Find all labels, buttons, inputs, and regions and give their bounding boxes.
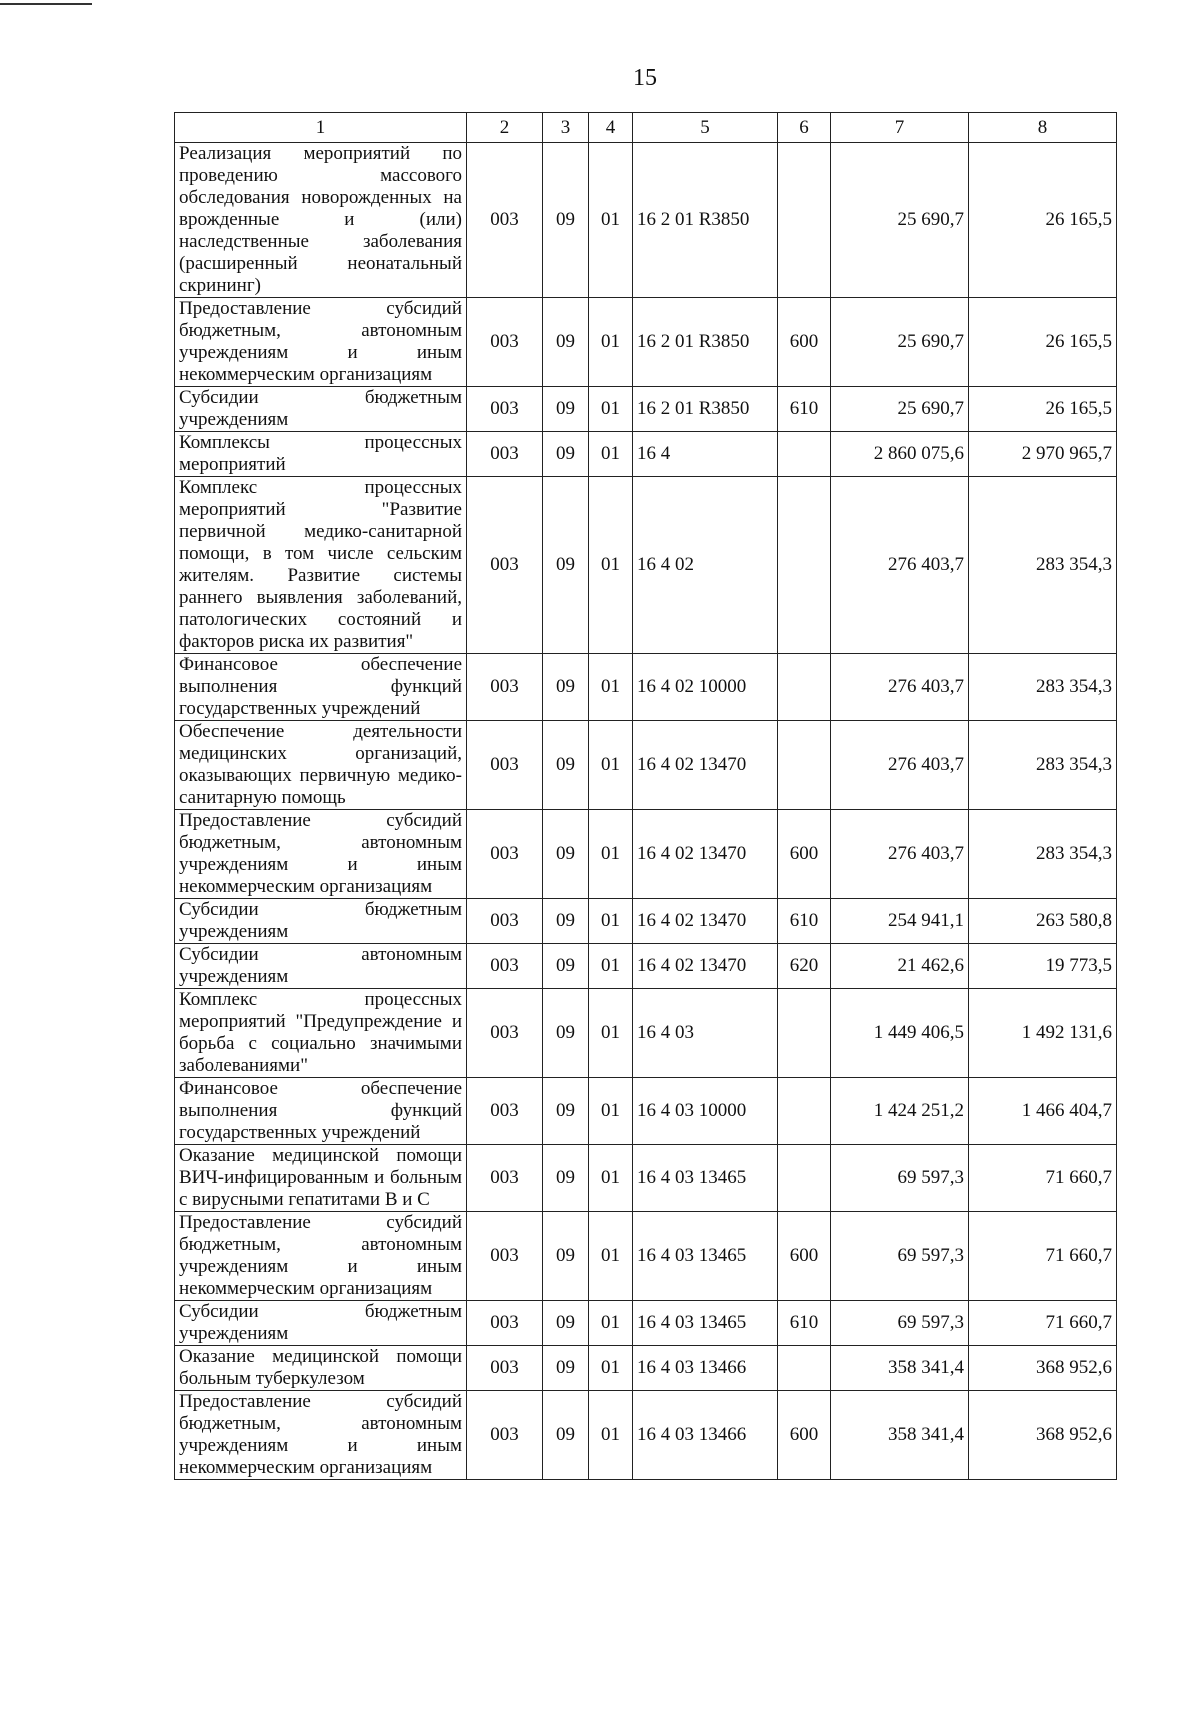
table-row [175,477,1117,654]
amount-year1-cell: 2 860 075,6 [831,432,969,477]
item-name-cell: Комплекс процессных мероприятий "Развитие первичной медико-санитарной помощи, в том числе сельским жителям. Развитие системы раннего выявления заболеваний, патологических состояний и факторов риска их развития" [175,477,467,654]
amount-year2-cell: 283 354,3 [969,810,1117,899]
target-article-cell: 16 2 01 R3850 [633,143,778,298]
column-header: 2 [467,113,543,143]
expense-type-cell [778,1346,831,1391]
expense-type-cell: 610 [778,1301,831,1346]
department-code-cell: 003 [467,989,543,1078]
expense-type-cell [778,989,831,1078]
amount-year1-cell: 69 597,3 [831,1145,969,1212]
amount-year2-cell: 71 660,7 [969,1301,1117,1346]
item-name-cell: Финансовое обеспечение выполнения функций государственных учреждений [175,1078,467,1145]
amount-year2-cell: 1 492 131,6 [969,989,1117,1078]
target-article-cell: 16 4 03 13465 [633,1145,778,1212]
section-code-cell: 09 [543,432,589,477]
table-row [175,899,1117,944]
target-article-cell: 16 4 02 10000 [633,654,778,721]
amount-year2-cell: 283 354,3 [969,721,1117,810]
item-name-cell: Предоставление субсидий бюджетным, автономным учреждениям и иным некоммерческим организациям [175,810,467,899]
section-code-cell: 09 [543,477,589,654]
department-code-cell: 003 [467,432,543,477]
amount-year2-cell: 26 165,5 [969,387,1117,432]
target-article-cell: 16 4 03 10000 [633,1078,778,1145]
item-name-cell: Оказание медицинской помощи больным туберкулезом [175,1346,467,1391]
amount-year2-cell: 19 773,5 [969,944,1117,989]
page-number: 15 [633,65,657,91]
scan-corner-line [0,3,92,5]
department-code-cell: 003 [467,477,543,654]
section-code-cell: 09 [543,1078,589,1145]
amount-year2-cell: 263 580,8 [969,899,1117,944]
subsection-code-cell: 01 [589,899,633,944]
table-row [175,654,1117,721]
table-row [175,810,1117,899]
table-row [175,387,1117,432]
expense-type-cell: 610 [778,899,831,944]
target-article-cell: 16 4 02 13470 [633,810,778,899]
expense-type-cell [778,432,831,477]
item-name-cell: Комплексы процессных мероприятий [175,432,467,477]
amount-year1-cell: 25 690,7 [831,387,969,432]
expense-type-cell: 600 [778,298,831,387]
expense-type-cell [778,654,831,721]
amount-year1-cell: 358 341,4 [831,1346,969,1391]
item-name-cell: Предоставление субсидий бюджетным, автономным учреждениям и иным некоммерческим организациям [175,298,467,387]
header-row [175,113,1117,143]
department-code-cell: 003 [467,944,543,989]
section-code-cell: 09 [543,1391,589,1480]
item-name-cell: Оказание медицинской помощи ВИЧ-инфицированным и больным с вирусными гепатитами В и С [175,1145,467,1212]
column-header: 6 [778,113,831,143]
amount-year2-cell: 2 970 965,7 [969,432,1117,477]
table-row [175,721,1117,810]
expense-type-cell: 610 [778,387,831,432]
table-row [175,1391,1117,1480]
subsection-code-cell: 01 [589,654,633,721]
item-name-cell: Предоставление субсидий бюджетным, автономным учреждениям и иным некоммерческим организациям [175,1212,467,1301]
target-article-cell: 16 2 01 R3850 [633,387,778,432]
amount-year1-cell: 21 462,6 [831,944,969,989]
department-code-cell: 003 [467,721,543,810]
department-code-cell: 003 [467,1078,543,1145]
table-row [175,944,1117,989]
section-code-cell: 09 [543,944,589,989]
target-article-cell: 16 4 03 [633,989,778,1078]
target-article-cell: 16 4 02 13470 [633,899,778,944]
item-name-cell: Финансовое обеспечение выполнения функций государственных учреждений [175,654,467,721]
expense-type-cell: 600 [778,1391,831,1480]
target-article-cell: 16 4 [633,432,778,477]
target-article-cell: 16 4 02 13470 [633,721,778,810]
subsection-code-cell: 01 [589,1346,633,1391]
column-header: 5 [633,113,778,143]
amount-year1-cell: 1 424 251,2 [831,1078,969,1145]
expense-type-cell: 600 [778,1212,831,1301]
target-article-cell: 16 4 03 13465 [633,1301,778,1346]
subsection-code-cell: 01 [589,1301,633,1346]
expense-type-cell [778,721,831,810]
amount-year1-cell: 276 403,7 [831,810,969,899]
section-code-cell: 09 [543,1301,589,1346]
amount-year1-cell: 25 690,7 [831,298,969,387]
item-name-cell: Обеспечение деятельности медицинских организаций, оказывающих первичную медико-санитарную помощь [175,721,467,810]
expense-type-cell [778,1078,831,1145]
amount-year1-cell: 1 449 406,5 [831,989,969,1078]
amount-year1-cell: 276 403,7 [831,654,969,721]
department-code-cell: 003 [467,1145,543,1212]
section-code-cell: 09 [543,1212,589,1301]
table-row [175,298,1117,387]
amount-year1-cell: 358 341,4 [831,1391,969,1480]
table-body [175,143,1117,1480]
subsection-code-cell: 01 [589,810,633,899]
target-article-cell: 16 4 02 [633,477,778,654]
subsection-code-cell: 01 [589,1145,633,1212]
amount-year1-cell: 276 403,7 [831,721,969,810]
section-code-cell: 09 [543,654,589,721]
section-code-cell: 09 [543,387,589,432]
expense-type-cell: 620 [778,944,831,989]
amount-year2-cell: 283 354,3 [969,477,1117,654]
section-code-cell: 09 [543,721,589,810]
table-row [175,989,1117,1078]
table-row [175,1301,1117,1346]
table-row [175,143,1117,298]
column-header: 7 [831,113,969,143]
amount-year2-cell: 283 354,3 [969,654,1117,721]
department-code-cell: 003 [467,654,543,721]
item-name-cell: Комплекс процессных мероприятий "Предупреждение и борьба с социально значимыми заболеваниями" [175,989,467,1078]
expense-type-cell [778,477,831,654]
amount-year2-cell: 1 466 404,7 [969,1078,1117,1145]
item-name-cell: Субсидии автономным учреждениям [175,944,467,989]
subsection-code-cell: 01 [589,1078,633,1145]
item-name-cell: Реализация мероприятий по проведению массового обследования новорожденных на врожденные и (или) наследственные заболевания (расширенный неонатальный скрининг) [175,143,467,298]
amount-year1-cell: 25 690,7 [831,143,969,298]
target-article-cell: 16 4 03 13466 [633,1391,778,1480]
department-code-cell: 003 [467,899,543,944]
column-header: 3 [543,113,589,143]
item-name-cell: Предоставление субсидий бюджетным, автономным учреждениям и иным некоммерческим организациям [175,1391,467,1480]
subsection-code-cell: 01 [589,143,633,298]
table-row [175,1212,1117,1301]
subsection-code-cell: 01 [589,1212,633,1301]
table-row [175,1346,1117,1391]
section-code-cell: 09 [543,899,589,944]
subsection-code-cell: 01 [589,298,633,387]
subsection-code-cell: 01 [589,1391,633,1480]
department-code-cell: 003 [467,1346,543,1391]
amount-year1-cell: 69 597,3 [831,1301,969,1346]
amount-year2-cell: 26 165,5 [969,143,1117,298]
expense-type-cell [778,143,831,298]
subsection-code-cell: 01 [589,989,633,1078]
table-row [175,1145,1117,1212]
department-code-cell: 003 [467,1391,543,1480]
subsection-code-cell: 01 [589,387,633,432]
amount-year1-cell: 254 941,1 [831,899,969,944]
section-code-cell: 09 [543,143,589,298]
item-name-cell: Субсидии бюджетным учреждениям [175,1301,467,1346]
target-article-cell: 16 4 03 13465 [633,1212,778,1301]
department-code-cell: 003 [467,1301,543,1346]
table-row [175,1078,1117,1145]
subsection-code-cell: 01 [589,944,633,989]
column-header: 8 [969,113,1117,143]
amount-year1-cell: 69 597,3 [831,1212,969,1301]
department-code-cell: 003 [467,1212,543,1301]
section-code-cell: 09 [543,1145,589,1212]
amount-year2-cell: 71 660,7 [969,1212,1117,1301]
expense-type-cell: 600 [778,810,831,899]
item-name-cell: Субсидии бюджетным учреждениям [175,387,467,432]
amount-year1-cell: 276 403,7 [831,477,969,654]
section-code-cell: 09 [543,1346,589,1391]
subsection-code-cell: 01 [589,721,633,810]
section-code-cell: 09 [543,989,589,1078]
item-name-cell: Субсидии бюджетным учреждениям [175,899,467,944]
subsection-code-cell: 01 [589,432,633,477]
amount-year2-cell: 26 165,5 [969,298,1117,387]
expense-type-cell [778,1145,831,1212]
column-header: 4 [589,113,633,143]
target-article-cell: 16 4 03 13466 [633,1346,778,1391]
table-row [175,432,1117,477]
column-header: 1 [175,113,467,143]
department-code-cell: 003 [467,298,543,387]
department-code-cell: 003 [467,810,543,899]
department-code-cell: 003 [467,143,543,298]
department-code-cell: 003 [467,387,543,432]
amount-year2-cell: 368 952,6 [969,1346,1117,1391]
section-code-cell: 09 [543,810,589,899]
target-article-cell: 16 2 01 R3850 [633,298,778,387]
section-code-cell: 09 [543,298,589,387]
budget-table [174,112,1117,1480]
amount-year2-cell: 368 952,6 [969,1391,1117,1480]
target-article-cell: 16 4 02 13470 [633,944,778,989]
amount-year2-cell: 71 660,7 [969,1145,1117,1212]
subsection-code-cell: 01 [589,477,633,654]
